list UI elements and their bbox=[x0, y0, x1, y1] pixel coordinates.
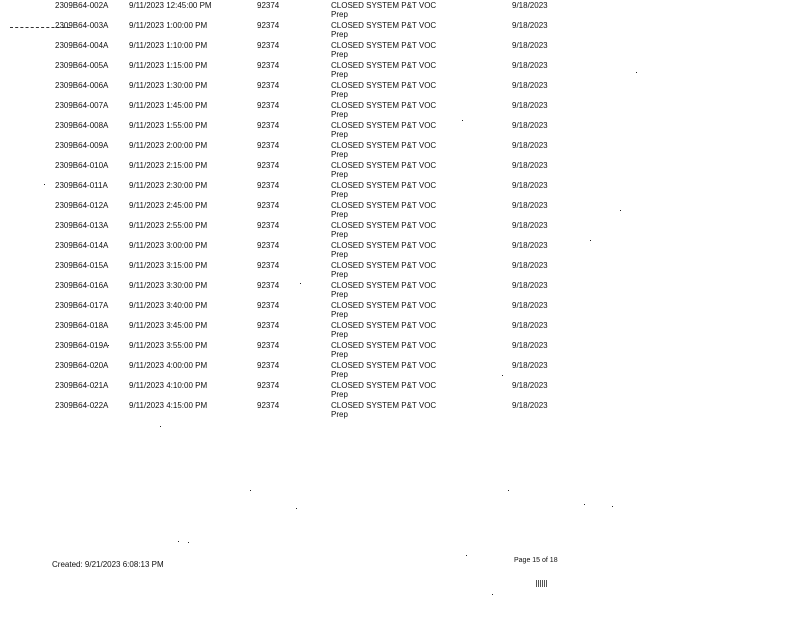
table-row bbox=[0, 81, 800, 101]
collection-datetime: 9/11/2023 1:00:00 PM bbox=[129, 21, 208, 30]
sample-id: 2309B64-012A bbox=[55, 201, 109, 210]
sample-id: 2309B64-009A bbox=[55, 141, 109, 150]
test-name: CLOSED SYSTEM P&T VOC bbox=[331, 141, 437, 150]
table-row bbox=[0, 201, 800, 221]
sample-id: 2309B64-013A bbox=[55, 221, 109, 230]
test-name: CLOSED SYSTEM P&T VOC bbox=[331, 361, 437, 370]
method-code: 92374 bbox=[257, 361, 280, 370]
collection-datetime: 9/11/2023 4:00:00 PM bbox=[129, 361, 208, 370]
test-name: CLOSED SYSTEM P&T VOC bbox=[331, 101, 437, 110]
test-name-cont: Prep bbox=[331, 230, 348, 239]
collection-datetime: 9/11/2023 3:40:00 PM bbox=[129, 301, 208, 310]
table-row bbox=[0, 41, 800, 61]
test-name: CLOSED SYSTEM P&T VOC bbox=[331, 341, 437, 350]
scan-speck bbox=[44, 184, 45, 185]
test-name-cont: Prep bbox=[331, 390, 348, 399]
received-date: 9/18/2023 bbox=[512, 101, 548, 110]
test-name: CLOSED SYSTEM P&T VOC bbox=[331, 81, 437, 90]
table-row bbox=[0, 1, 800, 21]
method-code: 92374 bbox=[257, 201, 280, 210]
scan-speck bbox=[108, 345, 109, 346]
table-row bbox=[0, 281, 800, 301]
received-date: 9/18/2023 bbox=[512, 321, 548, 330]
sample-id: 2309B64-021A bbox=[55, 381, 109, 390]
test-name-cont: Prep bbox=[331, 370, 348, 379]
sample-id: 2309B64-004A bbox=[55, 41, 109, 50]
collection-datetime: 9/11/2023 2:30:00 PM bbox=[129, 181, 208, 190]
scan-speck bbox=[296, 508, 297, 509]
table-row bbox=[0, 221, 800, 241]
collection-datetime: 9/11/2023 3:30:00 PM bbox=[129, 281, 208, 290]
test-name-cont: Prep bbox=[331, 330, 348, 339]
collection-datetime: 9/11/2023 3:15:00 PM bbox=[129, 261, 208, 270]
scan-speck bbox=[508, 490, 509, 491]
test-name: CLOSED SYSTEM P&T VOC bbox=[331, 401, 437, 410]
test-name-cont: Prep bbox=[331, 10, 348, 19]
method-code: 92374 bbox=[257, 61, 280, 70]
table-row bbox=[0, 341, 800, 361]
method-code: 92374 bbox=[257, 341, 280, 350]
table-row bbox=[0, 241, 800, 261]
sample-id: 2309B64-016A bbox=[55, 281, 109, 290]
collection-datetime: 9/11/2023 1:10:00 PM bbox=[129, 41, 208, 50]
scan-speck bbox=[620, 210, 621, 211]
scan-speck bbox=[612, 506, 613, 507]
sample-id: 2309B64-018A bbox=[55, 321, 109, 330]
sample-id: 2309B64-019A bbox=[55, 341, 109, 350]
test-name-cont: Prep bbox=[331, 410, 348, 419]
scan-speck bbox=[250, 490, 251, 491]
received-date: 9/18/2023 bbox=[512, 261, 548, 270]
method-code: 92374 bbox=[257, 101, 280, 110]
sample-id: 2309B64-010A bbox=[55, 161, 109, 170]
method-code: 92374 bbox=[257, 401, 280, 410]
received-date: 9/18/2023 bbox=[512, 61, 548, 70]
method-code: 92374 bbox=[257, 321, 280, 330]
collection-datetime: 9/11/2023 2:15:00 PM bbox=[129, 161, 208, 170]
received-date: 9/18/2023 bbox=[512, 81, 548, 90]
test-name: CLOSED SYSTEM P&T VOC bbox=[331, 201, 437, 210]
scan-speck bbox=[178, 541, 179, 542]
received-date: 9/18/2023 bbox=[512, 201, 548, 210]
method-code: 92374 bbox=[257, 181, 280, 190]
test-name: CLOSED SYSTEM P&T VOC bbox=[331, 281, 437, 290]
table-row bbox=[0, 61, 800, 81]
scan-speck bbox=[188, 542, 189, 543]
table-row bbox=[0, 141, 800, 161]
sample-id: 2309B64-006A bbox=[55, 81, 109, 90]
table-row bbox=[0, 21, 800, 41]
method-code: 92374 bbox=[257, 41, 280, 50]
collection-datetime: 9/11/2023 1:45:00 PM bbox=[129, 101, 208, 110]
table-row bbox=[0, 181, 800, 201]
received-date: 9/18/2023 bbox=[512, 21, 548, 30]
table-row bbox=[0, 361, 800, 381]
collection-datetime: 9/11/2023 3:00:00 PM bbox=[129, 241, 208, 250]
test-name-cont: Prep bbox=[331, 190, 348, 199]
sample-id: 2309B64-002A bbox=[55, 1, 109, 10]
method-code: 92374 bbox=[257, 121, 280, 130]
method-code: 92374 bbox=[257, 281, 280, 290]
test-name: CLOSED SYSTEM P&T VOC bbox=[331, 221, 437, 230]
test-name-cont: Prep bbox=[331, 270, 348, 279]
scan-speck bbox=[462, 120, 463, 121]
test-name: CLOSED SYSTEM P&T VOC bbox=[331, 181, 437, 190]
sample-id: 2309B64-022A bbox=[55, 401, 109, 410]
scan-speck bbox=[300, 283, 301, 284]
table-row bbox=[0, 101, 800, 121]
test-name-cont: Prep bbox=[331, 70, 348, 79]
method-code: 92374 bbox=[257, 1, 280, 10]
test-name-cont: Prep bbox=[331, 170, 348, 179]
test-name: CLOSED SYSTEM P&T VOC bbox=[331, 321, 437, 330]
sample-id: 2309B64-017A bbox=[55, 301, 109, 310]
sample-id: 2309B64-011A bbox=[55, 181, 108, 190]
scan-speck bbox=[590, 240, 591, 241]
test-name-cont: Prep bbox=[331, 110, 348, 119]
method-code: 92374 bbox=[257, 261, 280, 270]
received-date: 9/18/2023 bbox=[512, 161, 548, 170]
sample-id: 2309B64-015A bbox=[55, 261, 109, 270]
method-code: 92374 bbox=[257, 81, 280, 90]
collection-datetime: 9/11/2023 2:00:00 PM bbox=[129, 141, 208, 150]
test-name-cont: Prep bbox=[331, 90, 348, 99]
test-name-cont: Prep bbox=[331, 350, 348, 359]
test-name: CLOSED SYSTEM P&T VOC bbox=[331, 21, 437, 30]
table-row bbox=[0, 261, 800, 281]
method-code: 92374 bbox=[257, 301, 280, 310]
table-row bbox=[0, 401, 800, 421]
table-row bbox=[0, 161, 800, 181]
test-name-cont: Prep bbox=[331, 310, 348, 319]
table-row bbox=[0, 381, 800, 401]
scan-speck bbox=[492, 594, 493, 595]
received-date: 9/18/2023 bbox=[512, 141, 548, 150]
method-code: 92374 bbox=[257, 161, 280, 170]
method-code: 92374 bbox=[257, 241, 280, 250]
barcode-mark bbox=[536, 580, 548, 587]
collection-datetime: 9/11/2023 3:45:00 PM bbox=[129, 321, 208, 330]
created-timestamp: Created: 9/21/2023 6:08:13 PM bbox=[52, 560, 164, 569]
method-code: 92374 bbox=[257, 141, 280, 150]
received-date: 9/18/2023 bbox=[512, 241, 548, 250]
received-date: 9/18/2023 bbox=[512, 221, 548, 230]
collection-datetime: 9/11/2023 2:55:00 PM bbox=[129, 221, 208, 230]
scan-speck bbox=[160, 426, 161, 427]
collection-datetime: 9/11/2023 1:15:00 PM bbox=[129, 61, 208, 70]
received-date: 9/18/2023 bbox=[512, 341, 548, 350]
collection-datetime: 9/11/2023 4:15:00 PM bbox=[129, 401, 208, 410]
method-code: 92374 bbox=[257, 21, 280, 30]
received-date: 9/18/2023 bbox=[512, 401, 548, 410]
collection-datetime: 9/11/2023 1:55:00 PM bbox=[129, 121, 208, 130]
sample-id: 2309B64-003A bbox=[55, 21, 109, 30]
sample-id: 2309B64-014A bbox=[55, 241, 109, 250]
test-name: CLOSED SYSTEM P&T VOC bbox=[331, 301, 437, 310]
received-date: 9/18/2023 bbox=[512, 1, 548, 10]
sample-id: 2309B64-020A bbox=[55, 361, 109, 370]
sample-id: 2309B64-007A bbox=[55, 101, 109, 110]
collection-datetime: 9/11/2023 2:45:00 PM bbox=[129, 201, 208, 210]
test-name-cont: Prep bbox=[331, 150, 348, 159]
scan-speck bbox=[466, 555, 467, 556]
collection-datetime: 9/11/2023 12:45:00 PM bbox=[129, 1, 212, 10]
test-name-cont: Prep bbox=[331, 30, 348, 39]
test-name-cont: Prep bbox=[331, 290, 348, 299]
sample-id: 2309B64-008A bbox=[55, 121, 109, 130]
received-date: 9/18/2023 bbox=[512, 361, 548, 370]
received-date: 9/18/2023 bbox=[512, 121, 548, 130]
collection-datetime: 9/11/2023 3:55:00 PM bbox=[129, 341, 208, 350]
test-name: CLOSED SYSTEM P&T VOC bbox=[331, 121, 437, 130]
test-name: CLOSED SYSTEM P&T VOC bbox=[331, 41, 437, 50]
scan-speck bbox=[636, 72, 637, 73]
received-date: 9/18/2023 bbox=[512, 41, 548, 50]
received-date: 9/18/2023 bbox=[512, 301, 548, 310]
test-name: CLOSED SYSTEM P&T VOC bbox=[331, 381, 437, 390]
test-name-cont: Prep bbox=[331, 250, 348, 259]
received-date: 9/18/2023 bbox=[512, 281, 548, 290]
test-name-cont: Prep bbox=[331, 50, 348, 59]
test-name-cont: Prep bbox=[331, 210, 348, 219]
test-name: CLOSED SYSTEM P&T VOC bbox=[331, 161, 437, 170]
test-name: CLOSED SYSTEM P&T VOC bbox=[331, 61, 437, 70]
method-code: 92374 bbox=[257, 221, 280, 230]
scan-speck bbox=[584, 504, 585, 505]
test-name: CLOSED SYSTEM P&T VOC bbox=[331, 241, 437, 250]
received-date: 9/18/2023 bbox=[512, 181, 548, 190]
table-row bbox=[0, 321, 800, 341]
table-row bbox=[0, 121, 800, 141]
scan-speck bbox=[502, 375, 503, 376]
table-row bbox=[0, 301, 800, 321]
collection-datetime: 9/11/2023 1:30:00 PM bbox=[129, 81, 208, 90]
received-date: 9/18/2023 bbox=[512, 381, 548, 390]
test-name-cont: Prep bbox=[331, 130, 348, 139]
sample-id: 2309B64-005A bbox=[55, 61, 109, 70]
method-code: 92374 bbox=[257, 381, 280, 390]
page-number: Page 15 of 18 bbox=[514, 557, 558, 564]
test-name: CLOSED SYSTEM P&T VOC bbox=[331, 1, 437, 10]
test-name: CLOSED SYSTEM P&T VOC bbox=[331, 261, 437, 270]
collection-datetime: 9/11/2023 4:10:00 PM bbox=[129, 381, 208, 390]
